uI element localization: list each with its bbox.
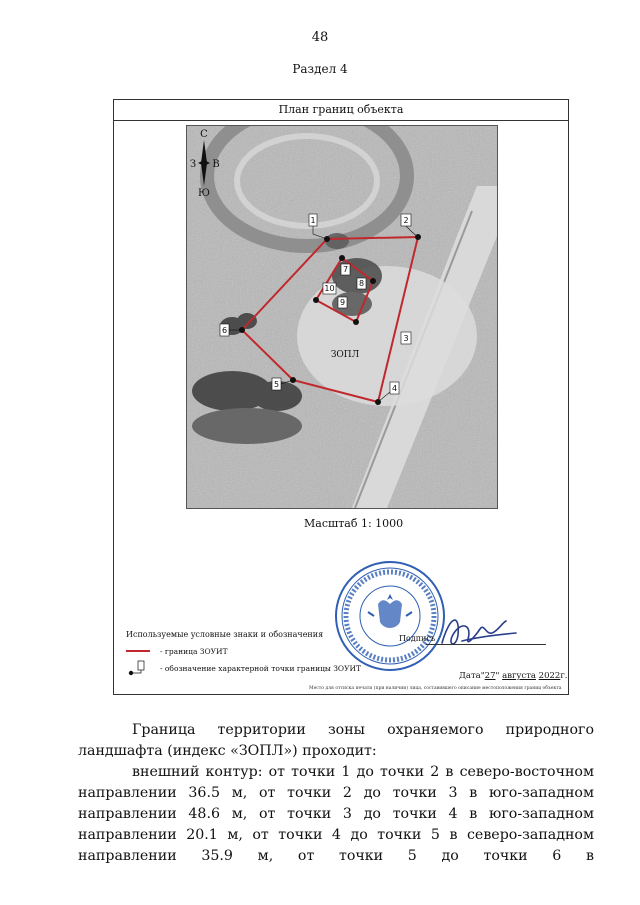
point-marker-icon <box>126 660 152 676</box>
svg-text:2: 2 <box>403 216 409 225</box>
compass-west: З <box>189 159 197 170</box>
page-number: 48 <box>311 30 329 45</box>
svg-text:1: 1 <box>310 216 316 225</box>
svg-text:9: 9 <box>339 298 346 307</box>
svg-text:5: 5 <box>273 380 280 389</box>
compass-east: В <box>212 159 220 170</box>
legend-point <box>126 660 361 676</box>
description-outer-contour: внешний контур: от точки 1 до точки 2 в северо-восточном направлении 36.5 м, от точки 2 до точки 3 в юго-западном направлении 48.6 м, от точки 3 до точки 4 в юго-западном направлении 20.1 м, от точки 4 до точки 5 в северо-западном направлении 35.9 м, от точки 5 до точки 6 в <box>78 764 594 864</box>
signature-label: Подпись <box>399 634 436 643</box>
plan-header: План границ объекта <box>114 100 568 121</box>
document-date: Дата"27" августа 2022г. <box>459 671 568 681</box>
signature-line <box>426 644 546 645</box>
compass-north: С <box>200 129 208 140</box>
point-label-8 <box>357 278 366 289</box>
handwritten-signature <box>432 605 522 655</box>
point-label-3 <box>401 332 411 344</box>
zone-label: ЗОПЛ <box>330 350 360 360</box>
legend-boundary <box>126 646 228 656</box>
svg-text:4: 4 <box>391 384 398 393</box>
aerial-map <box>186 125 498 509</box>
point-label-9 <box>338 297 347 308</box>
point-label-7 <box>341 264 350 275</box>
legend-title: Используемые условные знаки и обозначения <box>126 630 324 639</box>
compass-south: Ю <box>198 188 210 199</box>
boundary-description <box>78 720 594 867</box>
official-stamp-icon <box>334 560 446 672</box>
map-scale: Масштаб 1: 1000 <box>304 517 404 530</box>
svg-text:8: 8 <box>358 279 365 288</box>
section-title: Раздел 4 <box>292 62 348 76</box>
plan-frame <box>113 99 569 695</box>
point-label-10 <box>323 283 336 294</box>
red-line-icon <box>126 646 152 656</box>
svg-text:6: 6 <box>221 326 228 335</box>
svg-text:7: 7 <box>342 265 349 274</box>
svg-text:3: 3 <box>403 334 409 343</box>
description-intro: Граница территории зоны охраняемого природного ландшафта (индекс «ЗОПЛ») проходит: <box>78 722 594 759</box>
legend-boundary-label: - граница ЗОУИТ <box>160 646 228 656</box>
stamp-footnote: Место для оттиска печати (при наличии) лица, составившего описание местоположения границ объекта <box>309 686 562 691</box>
legend-point-label: - обозначение характерной точки границы ЗОУИТ <box>160 663 362 673</box>
svg-text:10: 10 <box>324 284 335 293</box>
